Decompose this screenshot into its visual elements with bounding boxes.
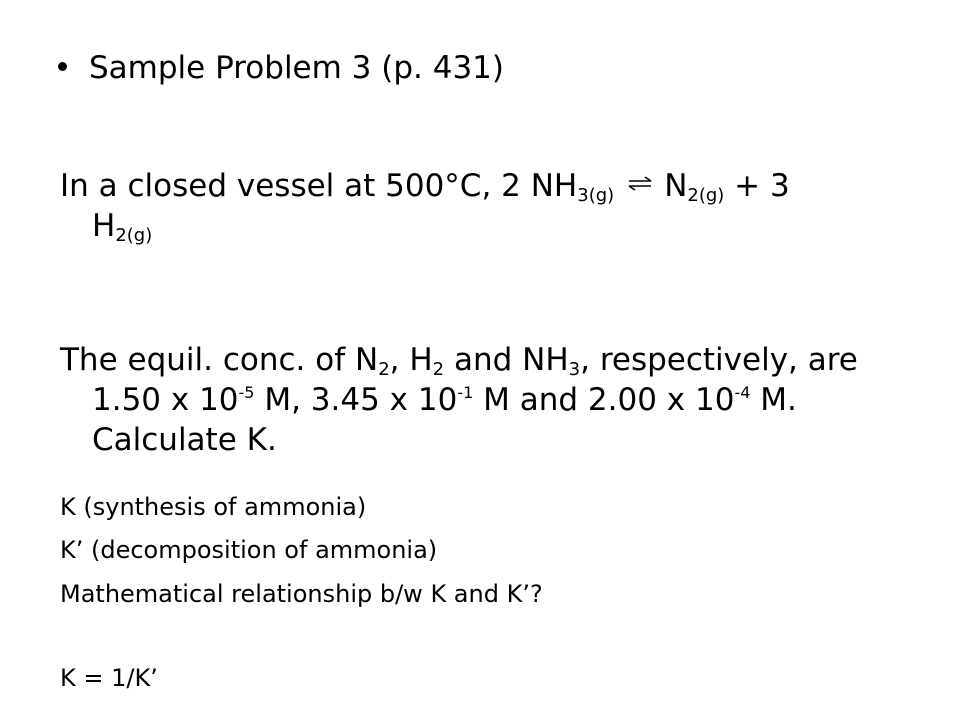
bullet-point-icon bbox=[58, 62, 67, 71]
calculate-k: Calculate K. bbox=[92, 422, 277, 458]
reaction-continuation bbox=[60, 206, 920, 246]
h2-subscript: 2(g) bbox=[115, 225, 153, 246]
k-synthesis-note: K (synthesis of ammonia) bbox=[60, 493, 367, 521]
n2-symbol: N bbox=[664, 168, 688, 204]
conc-value-2: M, 3.45 x 10 bbox=[254, 382, 458, 418]
conc-exp-1: -5 bbox=[238, 383, 255, 402]
k-decomposition-note: K’ (decomposition of ammonia) bbox=[60, 536, 438, 564]
relationship-answer: K = 1/K’ bbox=[60, 664, 158, 692]
conc-exp-2: -1 bbox=[457, 383, 474, 402]
conc-text-2: , H bbox=[389, 342, 433, 378]
relationship-question: Mathematical relationship b/w K and K’? bbox=[60, 580, 543, 608]
conc-text-3: and NH bbox=[444, 342, 569, 378]
conc-n2-sub: 2 bbox=[378, 359, 390, 380]
equilibrium-arrows-icon bbox=[626, 174, 654, 194]
nh3-subscript: 3(g) bbox=[577, 185, 615, 206]
bullet-sample-problem bbox=[58, 46, 504, 90]
conc-value-1: 1.50 x 10 bbox=[92, 382, 239, 418]
conc-h2-sub: 2 bbox=[432, 359, 445, 380]
h2-symbol: H bbox=[92, 208, 116, 244]
concentrations-statement bbox=[60, 340, 950, 460]
conc-text-1: The equil. conc. of N bbox=[60, 342, 379, 378]
conc-line-1 bbox=[60, 340, 950, 380]
conc-nh3-sub: 3 bbox=[568, 359, 581, 380]
plus-coefficient: + 3 bbox=[724, 168, 790, 204]
conc-text-4: , respectively, are bbox=[580, 342, 858, 378]
conc-unit-end: M. bbox=[750, 382, 797, 418]
sample-problem-title: Sample Problem 3 (p. 431) bbox=[89, 50, 505, 86]
conc-line-2 bbox=[60, 380, 950, 420]
conc-value-3: M and 2.00 x 10 bbox=[473, 382, 735, 418]
conc-exp-3: -4 bbox=[734, 383, 751, 402]
n2-subscript: 2(g) bbox=[687, 185, 725, 206]
reaction-prefix: In a closed vessel at 500°C, 2 NH bbox=[60, 168, 578, 204]
reaction-statement bbox=[60, 166, 920, 246]
